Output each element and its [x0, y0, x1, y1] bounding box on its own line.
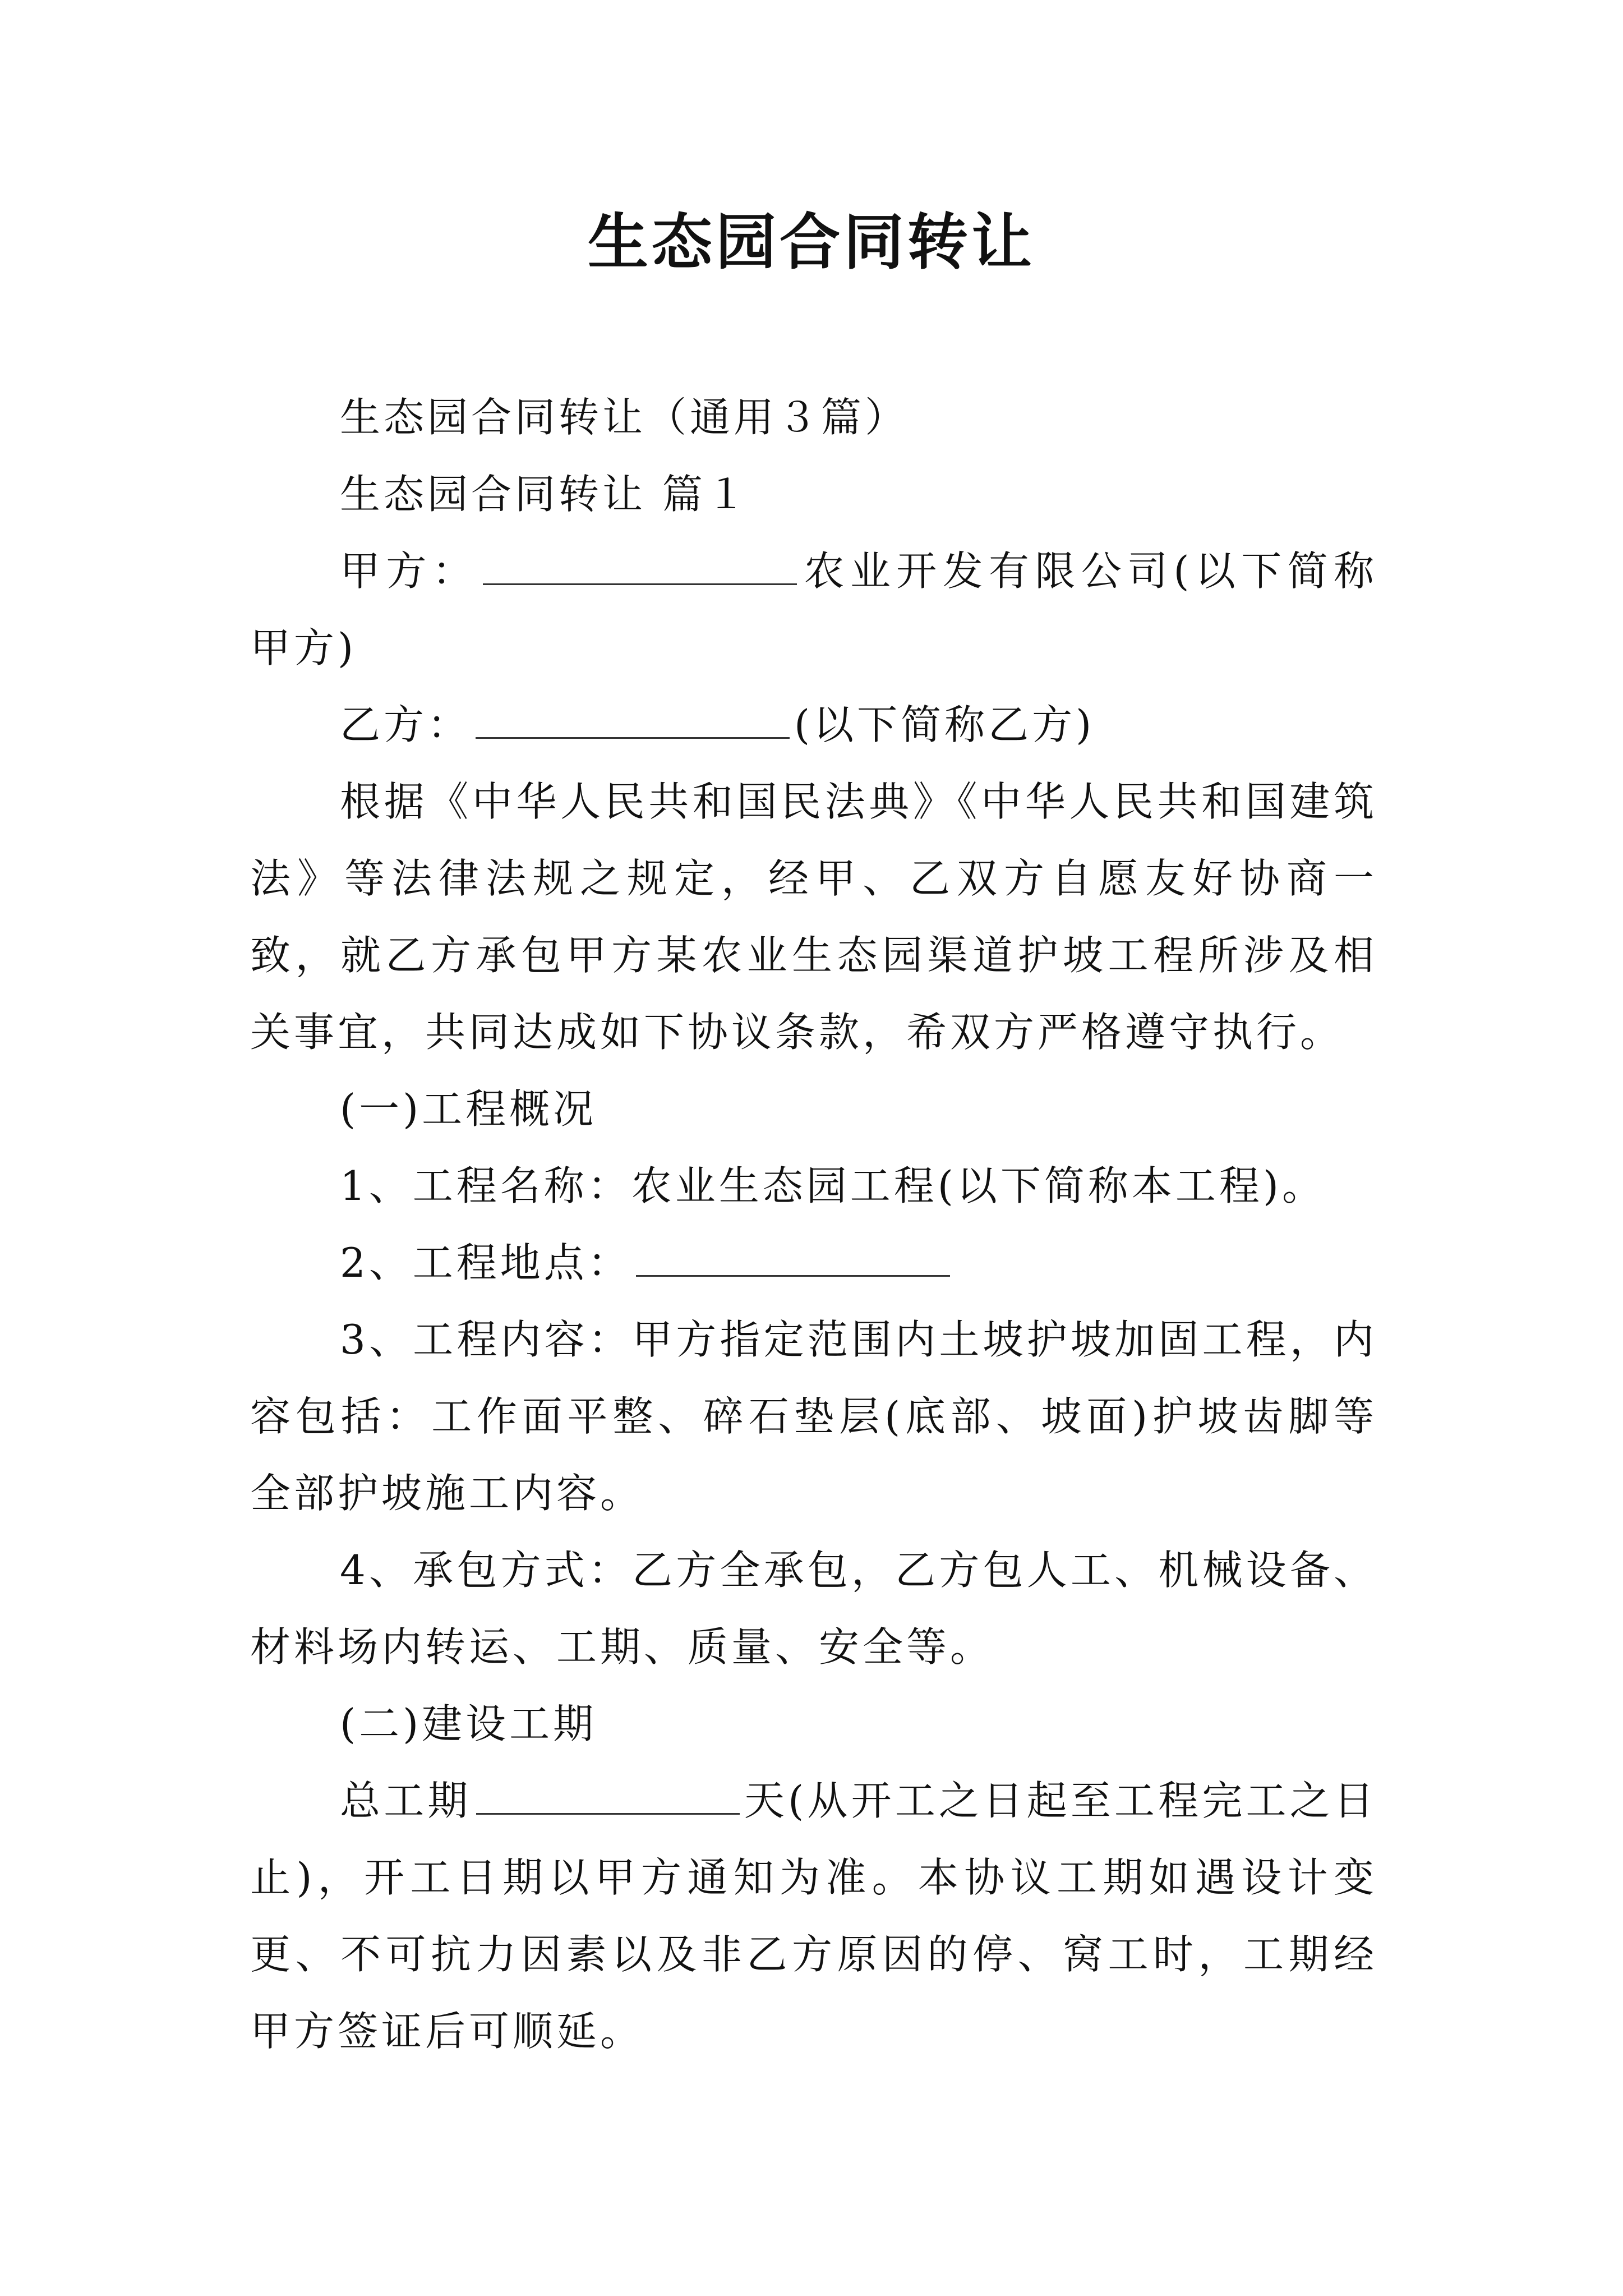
period-text: 天(从开工之日起至工程完工之日止)，开工日期以甲方通知为准。本协议工期如遇设计变更、不可抗力因素以及非乙方原因的停、窝工时，工期经甲方签证后可顺延。: [250, 1777, 1377, 2055]
article-heading: 生态园合同转让 篇１: [340, 471, 750, 518]
party-a-label: 甲方：: [340, 547, 479, 595]
location-blank: [636, 1229, 950, 1277]
party-a-text: 农业开发有限公司(以下简称甲方): [250, 547, 1377, 671]
period-label: 总工期: [340, 1777, 472, 1824]
section-2-heading: (二)建设工期: [340, 1700, 597, 1747]
party-b-line: [250, 687, 1377, 763]
item-2-project-location: [250, 1225, 1377, 1301]
period-days-blank: [476, 1767, 740, 1815]
item-3-project-content: 3、工程内容：甲方指定范围内土坡护坡加固工程，内容包括：工作面平整、碎石垫层(底部、坡面)护坡齿脚等全部护坡施工内容。: [250, 1316, 1377, 1517]
party-a-line: [250, 533, 1377, 687]
party-b-label: 乙方：: [340, 701, 472, 748]
item-2-label: 2、工程地点：: [340, 1239, 631, 1286]
section-1-heading: (一)工程概况: [340, 1085, 597, 1133]
document-title: 生态园合同转让: [587, 208, 1035, 278]
item-1-project-name: 1、工程名称：农业生态园工程(以下简称本工程)。: [340, 1162, 1326, 1209]
party-a-blank: [483, 537, 797, 585]
item-4-contract-method: 4、承包方式：乙方全承包，乙方包人工、机械设备、材料场内转运、工期、质量、安全等。: [250, 1547, 1377, 1671]
construction-period-paragraph: [250, 1763, 1377, 2070]
party-b-text: (以下简称乙方): [794, 701, 1095, 748]
party-b-blank: [476, 691, 790, 739]
intro-paragraph: 根据《中华人民共和国民法典》《中华人民共和国建筑法》等法律法规之规定，经甲、乙双方自愿友好协商一致，就乙方承包甲方某农业生态园渠道护坡工程所涉及相关事宜，共同达成如下协议条款，希双方严格遵守执行。: [250, 778, 1377, 1056]
document-body: [250, 379, 1377, 2070]
document-subtitle: 生态园合同转让（通用３篇）: [340, 394, 909, 441]
